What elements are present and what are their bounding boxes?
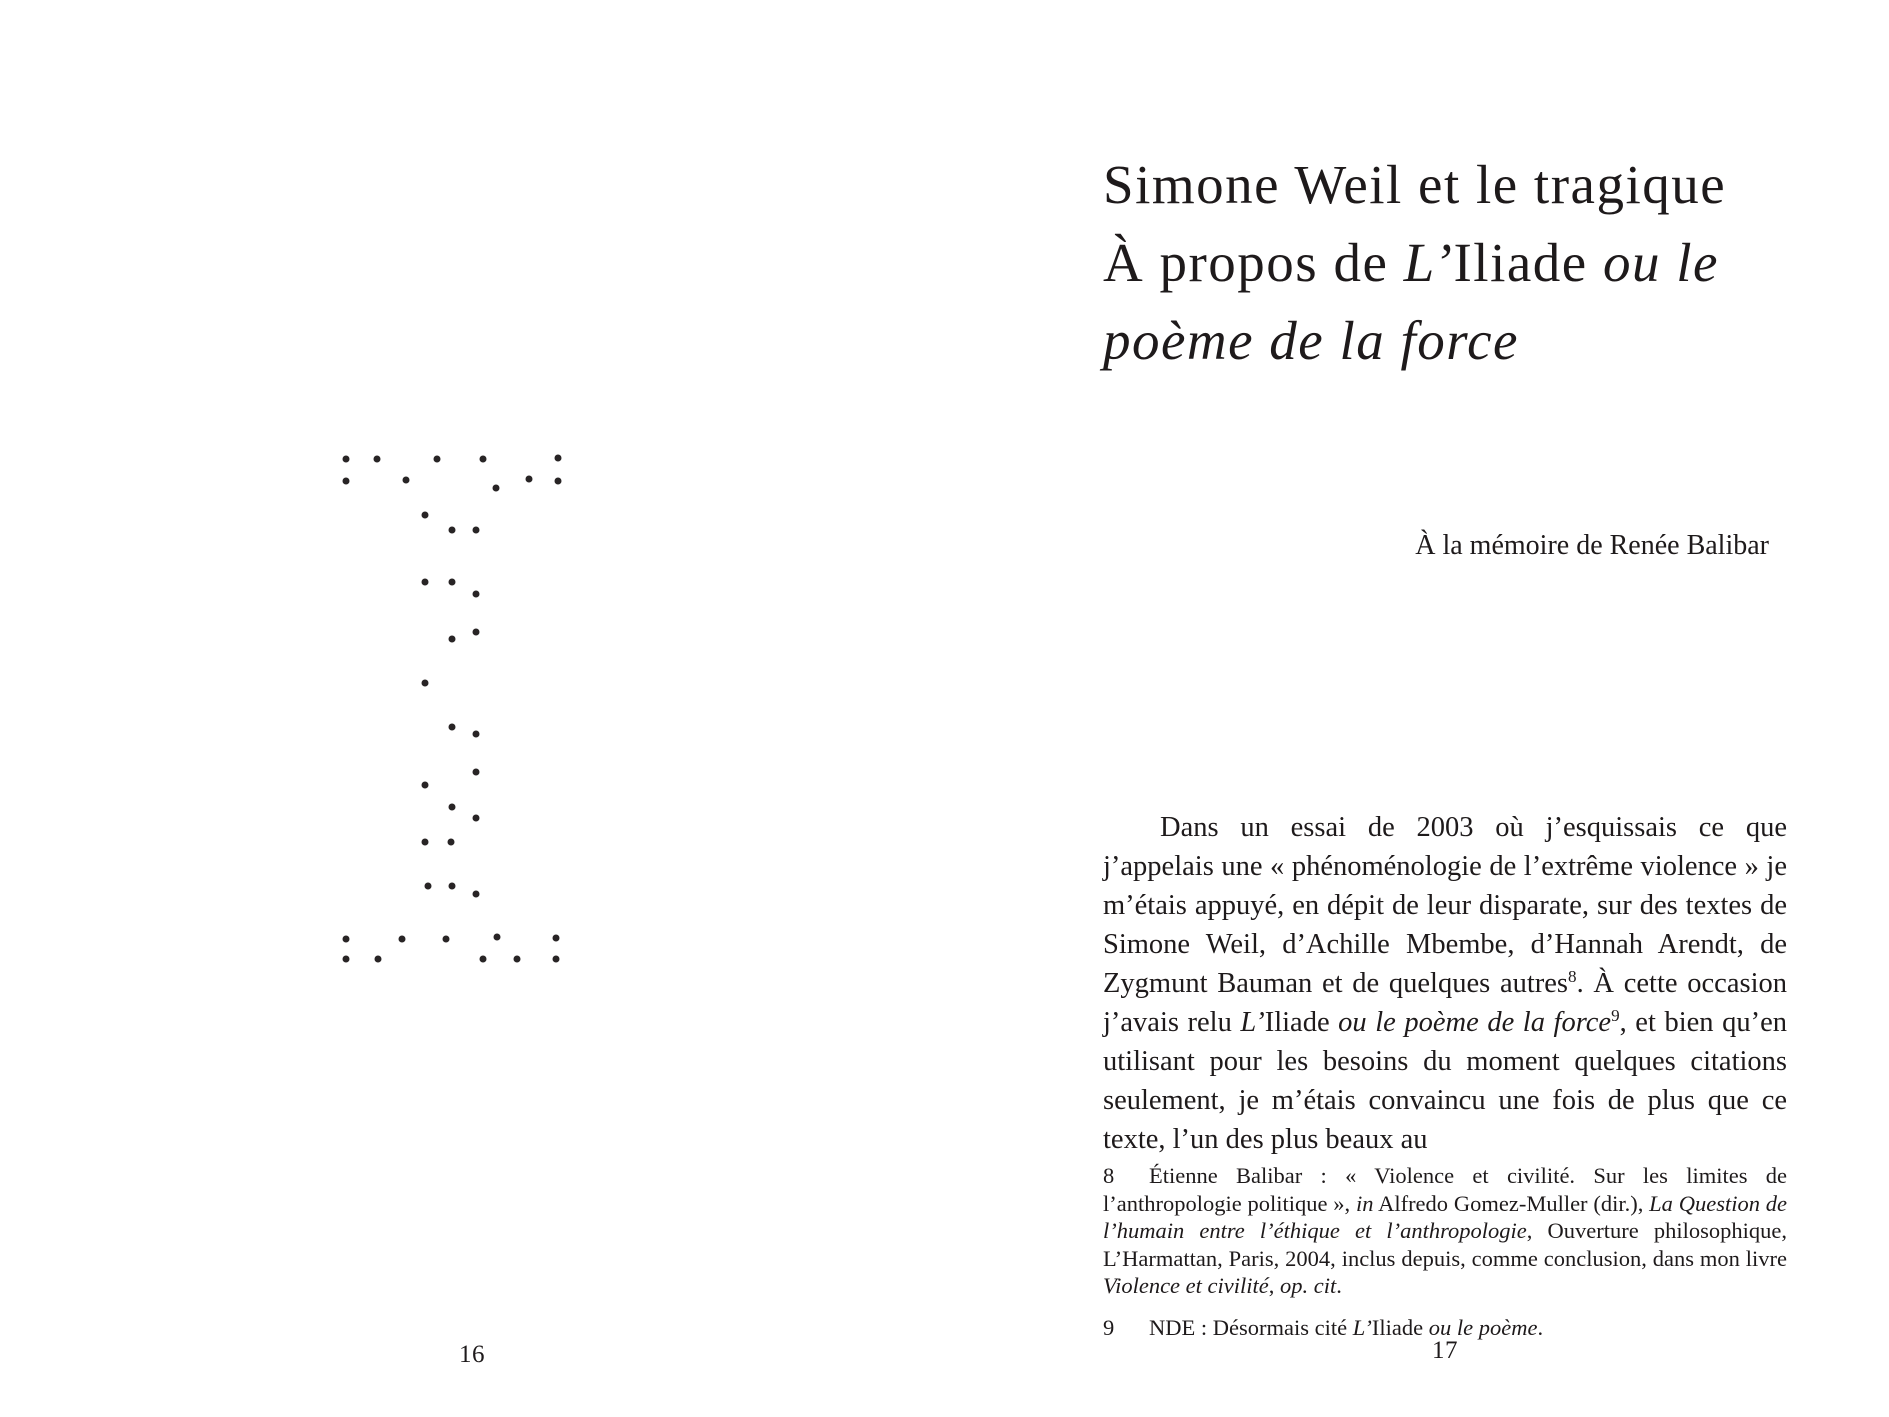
text-segment: Dans un essai de 2003 où j’esquissais ce que j’appelais une « phénoménologie de l’extrême violence » je m’étais appuyé, en dépit de leur disparate, sur des textes de Simone Weil, d’Achille Mbembe, d’Hannah Arendt, de Zygmunt Bauman et de quelques autres	[1103, 811, 1787, 999]
text-segment: L’	[1240, 1006, 1265, 1038]
footnote-9-text	[1149, 1315, 1543, 1340]
text-segment: Violence et civilité	[1103, 1273, 1269, 1298]
ornament-dot	[494, 934, 501, 941]
ornament-dot	[473, 527, 480, 534]
text-segment: poème de la force	[1103, 310, 1519, 371]
text-segment: Iliade	[1371, 1314, 1429, 1340]
ornament-dot	[443, 936, 450, 943]
text-segment: Iliade	[1264, 1006, 1339, 1038]
ornament-dot	[473, 815, 480, 822]
text-segment: Étienne Balibar : « Violence et civilité. Sur les limites de l’anthropologie politique »,	[1103, 1163, 1787, 1216]
ornament-dot	[449, 883, 456, 890]
ornament-dot	[473, 591, 480, 598]
ornament-dot	[449, 804, 456, 811]
chapter-title-line-3	[1103, 302, 1803, 380]
footnote-8	[1103, 1162, 1787, 1300]
ornament-dot	[514, 956, 521, 963]
body-paragraph	[1103, 808, 1787, 1159]
text-segment: ,	[1268, 1273, 1280, 1298]
text-segment: À propos de	[1103, 232, 1404, 293]
ornament-dot	[480, 956, 487, 963]
ornament-dot	[473, 891, 480, 898]
dotted-initial-ornament	[0, 0, 944, 1417]
text-segment: NDE : Désormais cité	[1149, 1314, 1353, 1340]
ornament-dot	[480, 456, 487, 463]
text-segment: in	[1356, 1190, 1374, 1216]
text-segment: Iliade	[1453, 232, 1603, 293]
footnote-9-number: 9	[1103, 1314, 1115, 1340]
ornament-dot	[553, 935, 560, 942]
text-segment: ou le poème	[1428, 1314, 1538, 1340]
ornament-dot	[375, 956, 382, 963]
ornament-dot	[343, 456, 350, 463]
ornament-dot	[422, 579, 429, 586]
text-segment: .	[1537, 1314, 1544, 1340]
footnote-reference: 9	[1611, 1006, 1620, 1026]
chapter-title	[1103, 146, 1803, 380]
chapter-title-line-2	[1103, 224, 1803, 302]
ornament-dot	[343, 478, 350, 485]
ornament-dot	[493, 485, 500, 492]
ornament-dot	[449, 579, 456, 586]
ornament-dot	[425, 883, 432, 890]
footnote-8-number: 8	[1103, 1163, 1115, 1188]
text-segment: . À cette occasion j’avais relu	[1103, 967, 1787, 1038]
ornament-dot	[526, 476, 533, 483]
ornament-dot	[422, 782, 429, 789]
footnote-reference: 8	[1568, 967, 1577, 987]
text-segment: L’	[1403, 232, 1454, 293]
text-segment: La Question de l’humain entre l’éthique et l’anthropologie	[1103, 1190, 1788, 1243]
ornament-dot	[473, 629, 480, 636]
text-segment: Alfredo Gomez-Muller (dir.),	[1373, 1190, 1650, 1216]
text-segment: op. cit	[1280, 1273, 1337, 1298]
ornament-dot	[449, 724, 456, 731]
ornament-dot	[553, 956, 560, 963]
ornament-dot	[449, 636, 456, 643]
footnote-8-text	[1103, 1163, 1787, 1298]
footnotes	[1103, 1162, 1787, 1341]
dedication: À la mémoire de Renée Balibar	[1415, 530, 1769, 561]
text-segment: ou le poème de la force	[1338, 1006, 1612, 1038]
text-segment: Simone Weil et le tragique	[1103, 154, 1727, 215]
ornament-dot	[449, 527, 456, 534]
ornament-dot	[343, 956, 350, 963]
ornament-dot	[422, 680, 429, 687]
ornament-dot	[434, 456, 441, 463]
ornament-dot	[555, 478, 562, 485]
ornament-dot	[403, 477, 410, 484]
text-segment: ou le	[1602, 232, 1719, 293]
ornament-dot	[473, 731, 480, 738]
text-segment: , et bien qu’en utilisant pour les besoins du moment quelques citations seulement, je m’étais convaincu une fois de plus que ce texte, l’un des plus beaux au	[1103, 1006, 1787, 1155]
ornament-dot	[422, 512, 429, 519]
ornament-dot	[343, 936, 350, 943]
text-segment: .	[1336, 1273, 1342, 1298]
ornament-dot	[473, 769, 480, 776]
page-number-left: 16	[459, 1341, 485, 1368]
ornament-dot	[399, 936, 406, 943]
page-number-right: 17	[1432, 1337, 1458, 1364]
ornament-dot	[448, 839, 455, 846]
chapter-title-line-1	[1103, 146, 1803, 224]
ornament-dot	[374, 456, 381, 463]
text-segment: , Ouverture philosophique, L’Harmattan, Paris, 2004, inclus depuis, comme conclusion, dans mon livre	[1103, 1218, 1787, 1271]
ornament-dot	[422, 839, 429, 846]
ornament-dot	[555, 455, 562, 462]
text-segment: L’	[1352, 1314, 1372, 1340]
